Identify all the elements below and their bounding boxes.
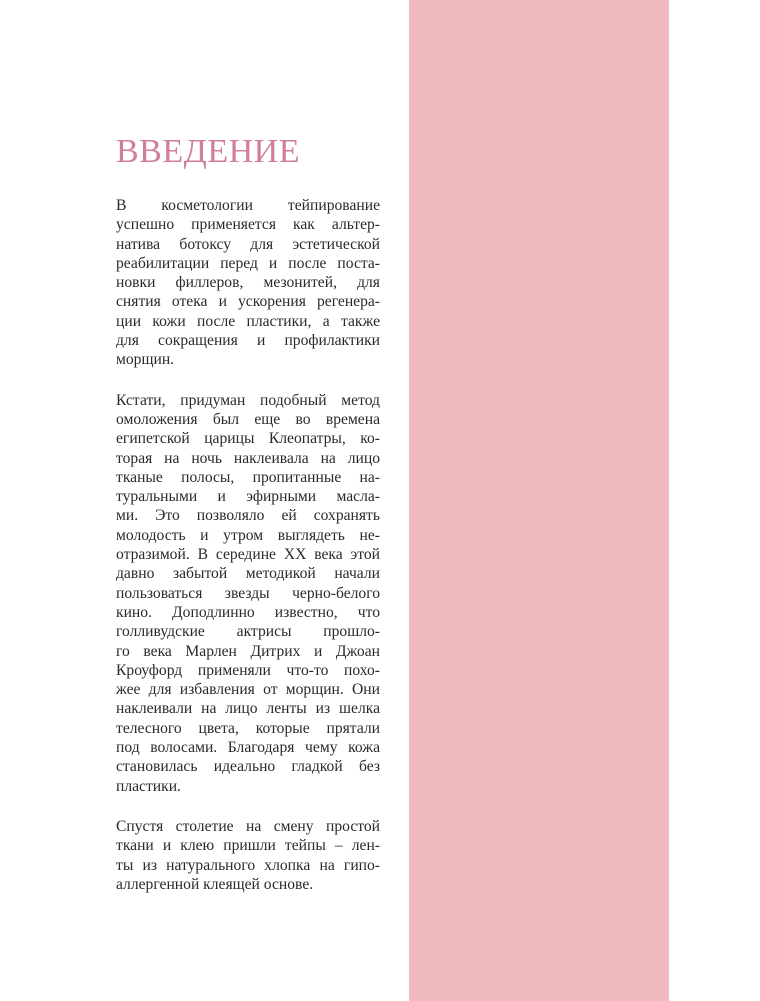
- text-line: снятия отека и ускорения регенера-: [116, 293, 380, 311]
- text-line: морщин.: [116, 351, 175, 369]
- text-line: для сокращения и профилактики: [116, 332, 380, 350]
- decorative-pink-band: [409, 0, 669, 1001]
- text-line: ты из натурального хлопка на гипо-: [116, 856, 380, 874]
- text-line: тканые полосы, пропитанные на-: [116, 468, 380, 486]
- text-line: египетской царицы Клеопатры, ко-: [116, 430, 380, 448]
- text-line: Спустя столетие на смену простой: [116, 817, 380, 835]
- text-line: натива ботоксу для эстетической: [116, 235, 380, 253]
- text-line: голливудские актрисы прошло-: [116, 623, 380, 641]
- text-line: наклеивали на лицо ленты из шелка: [116, 700, 380, 718]
- text-line: го века Марлен Дитрих и Джоан: [116, 642, 380, 660]
- text-line: аллергенной клеящей основе.: [116, 875, 314, 893]
- text-line: Кстати, придуман подобный метод: [116, 391, 380, 409]
- text-line: становилась идеально гладкой без: [116, 758, 380, 776]
- text-line: ткани и клею пришли тейпы – лен-: [116, 837, 380, 855]
- text-line: телесного цвета, которые прятали: [116, 719, 380, 737]
- text-line: ции кожи после пластики, а также: [116, 312, 380, 330]
- text-line: отразимой. В середине XX века этой: [116, 546, 380, 564]
- text-line: туральными и эфирными масла-: [116, 488, 380, 506]
- text-line: новки филлеров, мезонитей, для: [116, 274, 380, 292]
- text-line: успешно применяется как альтер-: [116, 216, 380, 234]
- paragraph-1: [116, 196, 380, 370]
- text-line: торая на ночь наклеивала на лицо: [116, 449, 380, 467]
- text-line: жее для избавления от морщин. Они: [116, 681, 380, 699]
- text-line: кино. Доподлинно известно, что: [116, 603, 380, 621]
- text-line: молодость и утром выглядеть не-: [116, 526, 380, 544]
- paragraph-3: [116, 817, 380, 894]
- text-line: под волосами. Благодаря чему кожа: [116, 739, 380, 757]
- paragraph-2: [116, 391, 380, 796]
- text-line: давно забытой методикой начали: [116, 565, 380, 583]
- text-line: Кроуфорд применяли что-то похо-: [116, 661, 380, 679]
- chapter-title: ВВЕДЕНИЕ: [116, 133, 300, 170]
- text-line: В косметологии тейпирование: [116, 197, 380, 214]
- text-line: ми. Это позволяло ей сохранять: [116, 507, 380, 525]
- text-line: пластики.: [116, 777, 181, 795]
- text-line: пользоваться звезды черно-белого: [116, 584, 380, 602]
- text-line: омоложения был еще во времена: [116, 410, 380, 428]
- text-line: реабилитации перед и после поста-: [116, 254, 380, 272]
- chapter-content: [116, 130, 380, 915]
